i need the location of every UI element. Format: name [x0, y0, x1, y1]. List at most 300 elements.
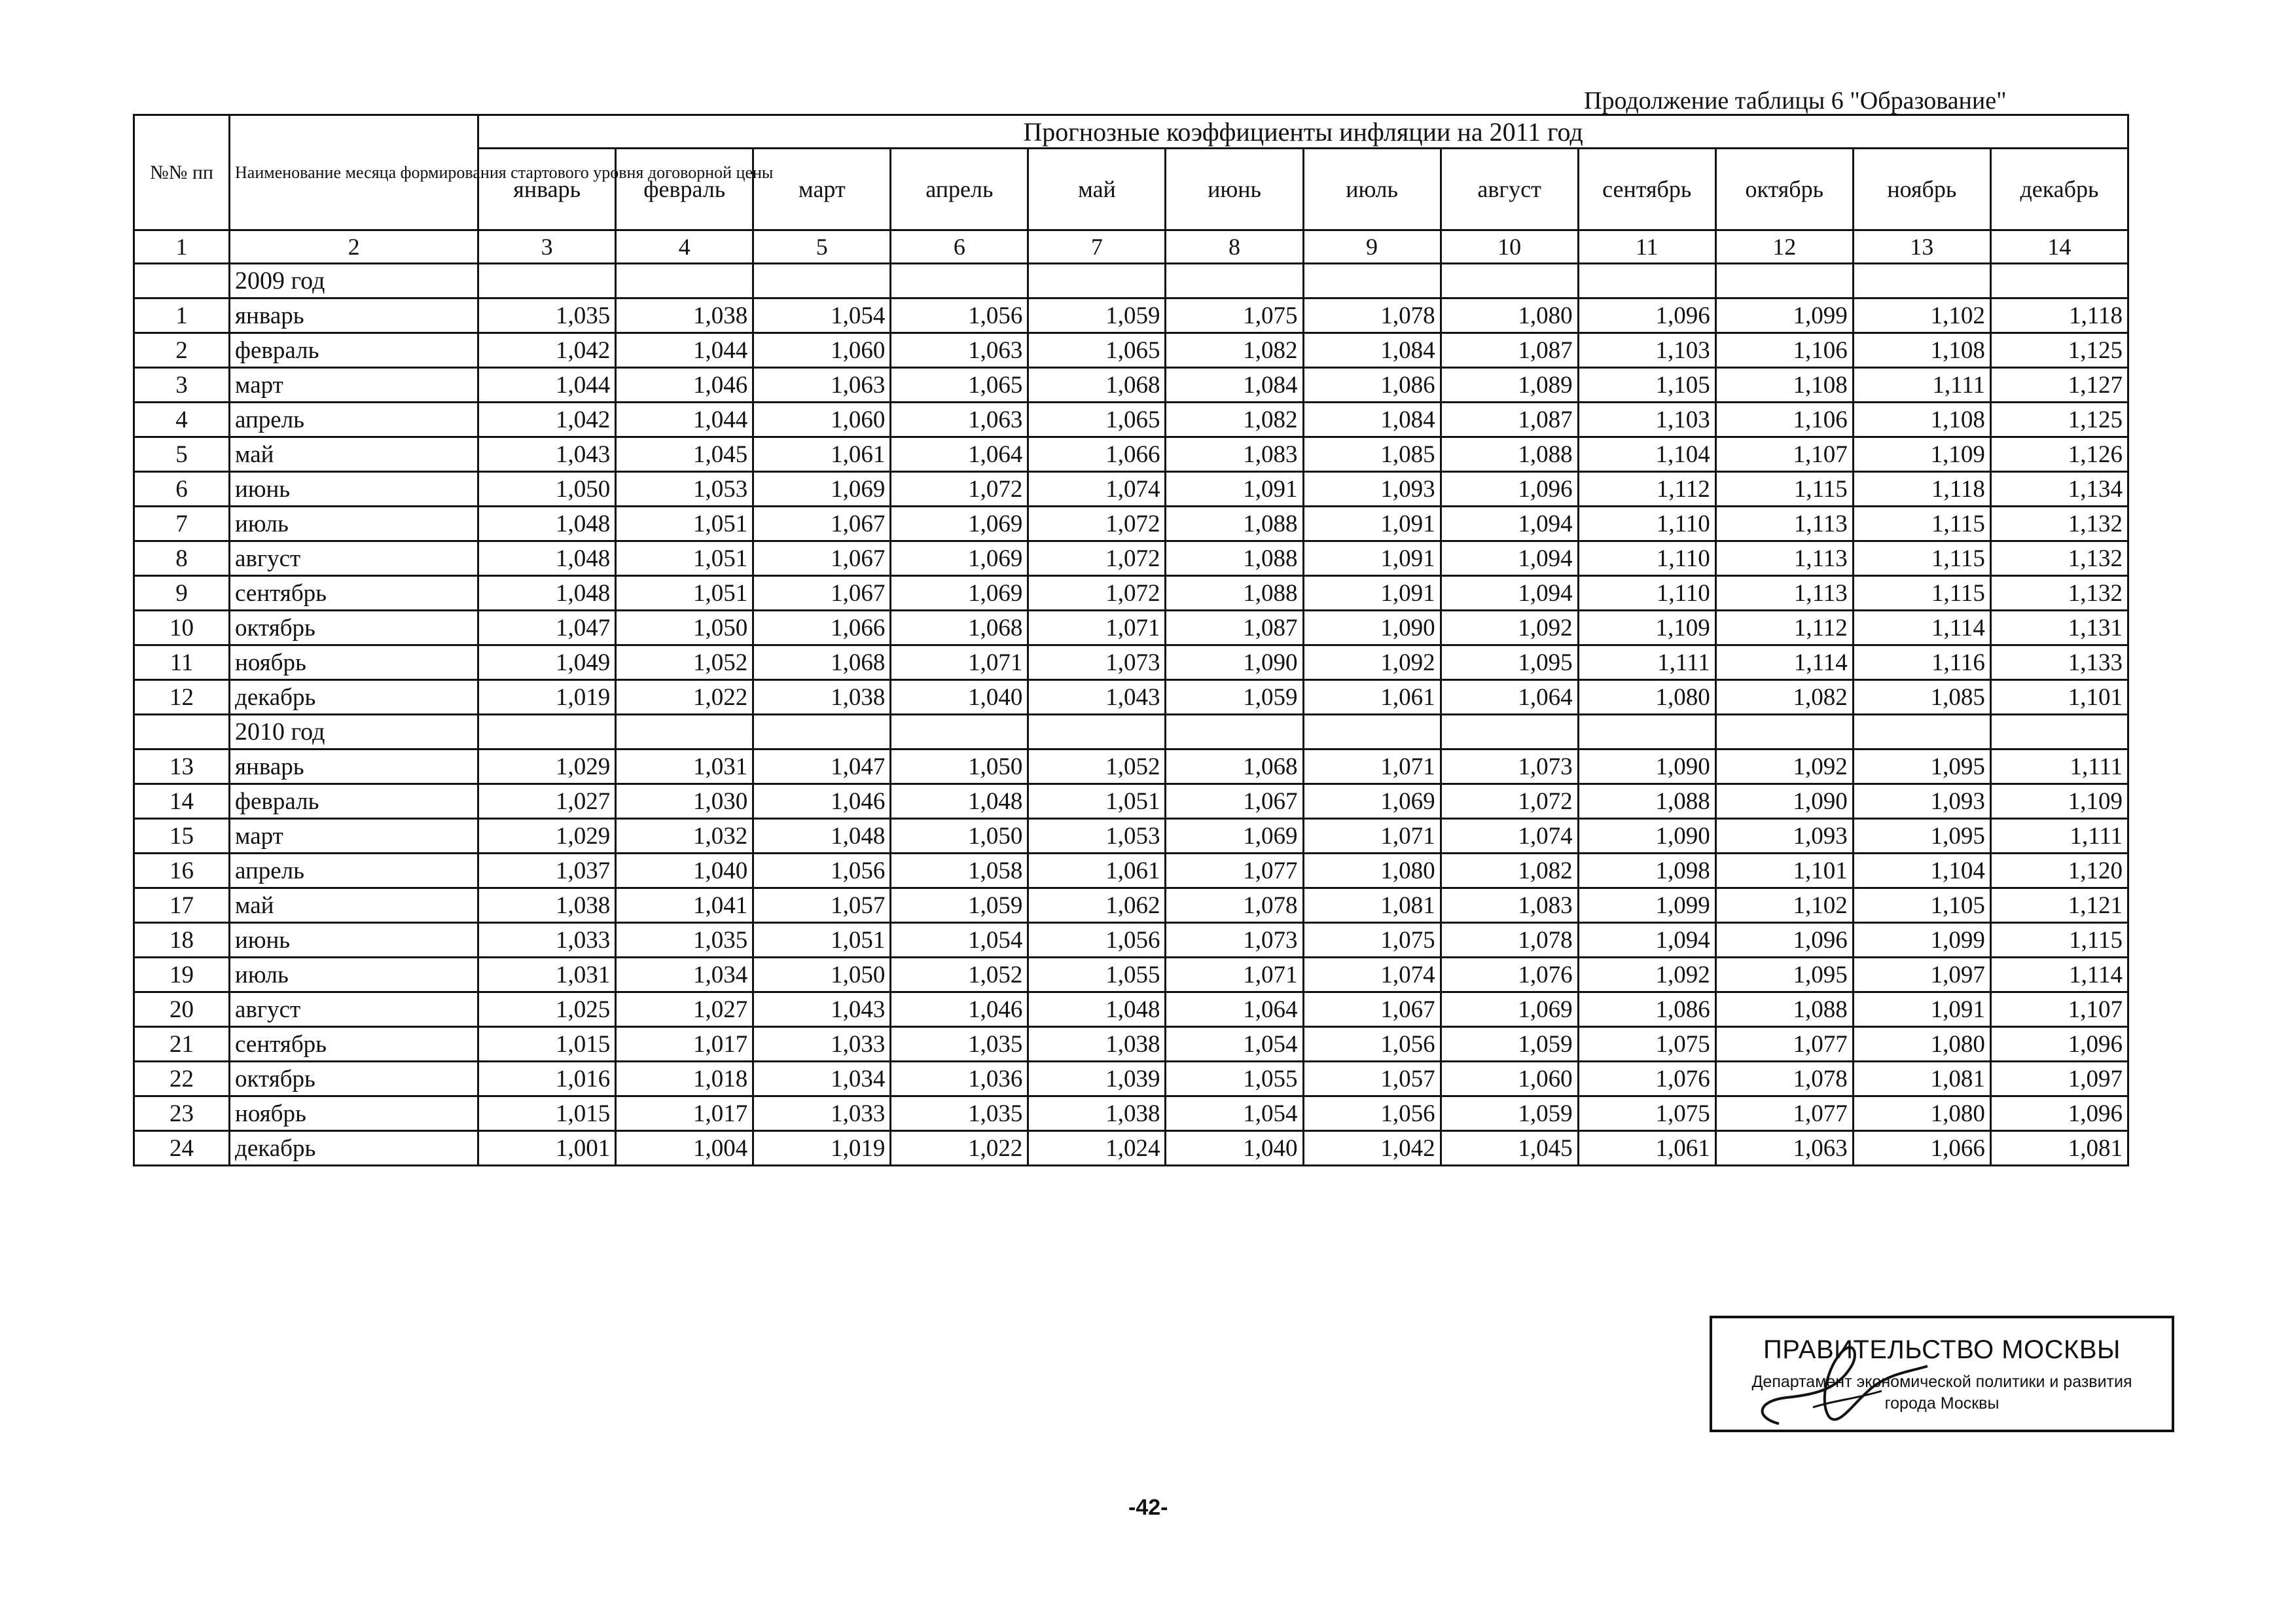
coefficient-cell: 1,019 [478, 680, 616, 715]
coefficient-cell: 1,069 [1441, 992, 1578, 1027]
coefficient-cell: 1,078 [1303, 298, 1441, 333]
coefficient-cell: 1,109 [1853, 437, 1990, 472]
coefficient-cell: 1,103 [1578, 333, 1715, 368]
table-row [134, 403, 2128, 437]
coefficient-cell: 1,091 [1303, 507, 1441, 541]
coefficient-cell: 1,071 [1303, 819, 1441, 854]
coefficient-cell: 1,044 [616, 403, 753, 437]
coefficient-cell: 1,078 [1166, 888, 1303, 923]
coefficient-cell: 1,099 [1715, 298, 1853, 333]
row-month: март [230, 819, 478, 854]
coefficient-cell: 1,004 [616, 1131, 753, 1166]
coefficient-cell: 1,075 [1578, 1096, 1715, 1131]
coefficient-cell: 1,067 [1303, 992, 1441, 1027]
coefficient-cell: 1,078 [1715, 1062, 1853, 1096]
coefficient-cell: 1,082 [1715, 680, 1853, 715]
table-row [134, 1131, 2128, 1166]
coefficient-cell: 1,052 [1028, 749, 1166, 784]
coefficient-cell: 1,127 [1990, 368, 2128, 403]
coefficient-cell: 1,105 [1578, 368, 1715, 403]
coefficient-cell: 1,103 [1578, 403, 1715, 437]
coefficient-cell: 1,078 [1441, 923, 1578, 958]
coefficient-cell: 1,072 [1028, 576, 1166, 611]
coefficient-cell: 1,029 [478, 819, 616, 854]
table-row [134, 923, 2128, 958]
coefficient-cell: 1,099 [1853, 923, 1990, 958]
coefficient-cell: 1,069 [1303, 784, 1441, 819]
coefficient-cell: 1,015 [478, 1096, 616, 1131]
empty-cell [1990, 715, 2128, 749]
coefficient-cell: 1,027 [616, 992, 753, 1027]
empty-cell [1853, 264, 1990, 298]
coefficient-cell: 1,044 [478, 368, 616, 403]
coefficient-cell: 1,114 [1990, 958, 2128, 992]
row-number: 3 [134, 368, 230, 403]
coefficient-cell: 1,048 [753, 819, 891, 854]
row-month: ноябрь [230, 645, 478, 680]
coefficient-cell: 1,061 [1303, 680, 1441, 715]
coefficient-cell: 1,069 [1166, 819, 1303, 854]
coefficient-cell: 1,046 [753, 784, 891, 819]
coefficient-cell: 1,074 [1028, 472, 1166, 507]
month-header-cell: август [1441, 149, 1578, 230]
row-month: июль [230, 507, 478, 541]
month-header-cell: июль [1303, 149, 1441, 230]
coefficient-cell: 1,048 [478, 507, 616, 541]
coefficient-cell: 1,024 [1028, 1131, 1166, 1166]
row-month: август [230, 992, 478, 1027]
coefficient-cell: 1,055 [1028, 958, 1166, 992]
table-body [134, 230, 2128, 1166]
coefficient-cell: 1,033 [753, 1096, 891, 1131]
month-header-cell: апрель [891, 149, 1028, 230]
coefficient-cell: 1,063 [891, 403, 1028, 437]
coefficient-cell: 1,038 [1028, 1027, 1166, 1062]
year-label: 2010 год [230, 715, 478, 749]
coefficient-cell: 1,034 [616, 958, 753, 992]
coefficient-cell: 1,115 [1715, 472, 1853, 507]
signature-icon [1741, 1326, 1937, 1440]
coefficient-cell: 1,073 [1441, 749, 1578, 784]
coefficient-cell: 1,072 [1028, 541, 1166, 576]
coefficient-cell: 1,099 [1578, 888, 1715, 923]
empty-cell [1715, 715, 1853, 749]
coefficient-cell: 1,084 [1303, 403, 1441, 437]
coefficient-cell: 1,112 [1715, 611, 1853, 645]
coefficient-cell: 1,065 [1028, 333, 1166, 368]
coefficient-cell: 1,048 [478, 576, 616, 611]
coefficient-cell: 1,050 [891, 819, 1028, 854]
coefficient-cell: 1,093 [1853, 784, 1990, 819]
coefficient-cell: 1,067 [753, 507, 891, 541]
coefficient-cell: 1,114 [1853, 611, 1990, 645]
column-number-cell: 10 [1441, 230, 1578, 264]
empty-cell [891, 715, 1028, 749]
coefficient-cell: 1,061 [753, 437, 891, 472]
coefficient-cell: 1,109 [1990, 784, 2128, 819]
coefficient-cell: 1,022 [891, 1131, 1028, 1166]
row-number: 21 [134, 1027, 230, 1062]
month-header-cell: декабрь [1990, 149, 2128, 230]
coefficient-cell: 1,105 [1853, 888, 1990, 923]
coefficient-cell: 1,104 [1853, 854, 1990, 888]
coefficient-cell: 1,043 [478, 437, 616, 472]
coefficient-cell: 1,085 [1853, 680, 1990, 715]
coefficient-cell: 1,132 [1990, 576, 2128, 611]
coefficient-cell: 1,090 [1715, 784, 1853, 819]
table-row [134, 1096, 2128, 1131]
coefficient-cell: 1,037 [478, 854, 616, 888]
coefficient-cell: 1,069 [753, 472, 891, 507]
empty-cell [1578, 715, 1715, 749]
empty-cell [1028, 264, 1166, 298]
year-row [134, 264, 2128, 298]
coefficient-cell: 1,088 [1441, 437, 1578, 472]
table-row [134, 784, 2128, 819]
coefficient-cell: 1,073 [1166, 923, 1303, 958]
coefficient-cell: 1,096 [1990, 1096, 2128, 1131]
coefficient-cell: 1,080 [1853, 1027, 1990, 1062]
coefficient-cell: 1,030 [616, 784, 753, 819]
coefficient-cell: 1,109 [1578, 611, 1715, 645]
coefficient-cell: 1,126 [1990, 437, 2128, 472]
column-number-cell: 2 [230, 230, 478, 264]
row-month: октябрь [230, 611, 478, 645]
coefficient-cell: 1,048 [1028, 992, 1166, 1027]
empty-cell [1853, 715, 1990, 749]
coefficient-cell: 1,111 [1853, 368, 1990, 403]
coefficient-cell: 1,046 [891, 992, 1028, 1027]
coefficient-cell: 1,052 [891, 958, 1028, 992]
coefficient-cell: 1,060 [753, 403, 891, 437]
coefficient-cell: 1,092 [1715, 749, 1853, 784]
row-number: 14 [134, 784, 230, 819]
column-number-cell: 5 [753, 230, 891, 264]
coefficient-cell: 1,101 [1990, 680, 2128, 715]
empty-cell [134, 264, 230, 298]
header-row-number: №№ пп [134, 115, 230, 230]
coefficient-cell: 1,087 [1441, 403, 1578, 437]
coefficient-cell: 1,093 [1715, 819, 1853, 854]
coefficient-cell: 1,060 [1441, 1062, 1578, 1096]
coefficient-cell: 1,087 [1441, 333, 1578, 368]
month-header-cell: ноябрь [1853, 149, 1990, 230]
coefficient-cell: 1,075 [1578, 1027, 1715, 1062]
coefficient-cell: 1,060 [753, 333, 891, 368]
table-row [134, 368, 2128, 403]
coefficient-cell: 1,050 [478, 472, 616, 507]
row-number: 7 [134, 507, 230, 541]
column-number-cell: 11 [1578, 230, 1715, 264]
coefficient-cell: 1,056 [1303, 1027, 1441, 1062]
coefficient-cell: 1,059 [1028, 298, 1166, 333]
coefficient-cell: 1,120 [1990, 854, 2128, 888]
coefficient-cell: 1,118 [1990, 298, 2128, 333]
coefficient-cell: 1,054 [1166, 1027, 1303, 1062]
month-header-cell: октябрь [1715, 149, 1853, 230]
row-month: октябрь [230, 1062, 478, 1096]
coefficient-cell: 1,038 [753, 680, 891, 715]
coefficient-cell: 1,113 [1715, 541, 1853, 576]
coefficient-cell: 1,082 [1166, 403, 1303, 437]
row-month: май [230, 888, 478, 923]
table-row [134, 958, 2128, 992]
coefficient-cell: 1,116 [1853, 645, 1990, 680]
coefficient-cell: 1,043 [753, 992, 891, 1027]
coefficient-cell: 1,069 [891, 541, 1028, 576]
coefficient-cell: 1,090 [1166, 645, 1303, 680]
coefficient-cell: 1,067 [753, 576, 891, 611]
coefficient-cell: 1,065 [891, 368, 1028, 403]
coefficient-cell: 1,040 [1166, 1131, 1303, 1166]
row-number: 18 [134, 923, 230, 958]
coefficient-cell: 1,075 [1166, 298, 1303, 333]
month-header-cell: март [753, 149, 891, 230]
table-row [134, 1027, 2128, 1062]
coefficient-cell: 1,059 [1441, 1027, 1578, 1062]
coefficient-cell: 1,071 [1166, 958, 1303, 992]
coefficient-cell: 1,041 [616, 888, 753, 923]
row-number: 12 [134, 680, 230, 715]
row-month: июль [230, 958, 478, 992]
coefficient-cell: 1,095 [1441, 645, 1578, 680]
coefficient-cell: 1,032 [616, 819, 753, 854]
continuation-title: Продолжение таблицы 6 "Образование" [1584, 87, 2007, 115]
coefficient-cell: 1,045 [1441, 1131, 1578, 1166]
coefficient-cell: 1,057 [753, 888, 891, 923]
coefficient-cell: 1,125 [1990, 403, 2128, 437]
coefficient-cell: 1,053 [616, 472, 753, 507]
coefficient-cell: 1,036 [891, 1062, 1028, 1096]
coefficient-cell: 1,051 [616, 541, 753, 576]
empty-cell [1441, 715, 1578, 749]
coefficient-cell: 1,102 [1853, 298, 1990, 333]
coefficient-cell: 1,091 [1166, 472, 1303, 507]
coefficient-cell: 1,087 [1166, 611, 1303, 645]
coefficient-cell: 1,077 [1715, 1027, 1853, 1062]
coefficient-cell: 1,115 [1853, 576, 1990, 611]
empty-cell [478, 264, 616, 298]
coefficient-cell: 1,038 [1028, 1096, 1166, 1131]
coefficient-cell: 1,067 [753, 541, 891, 576]
coefficient-cell: 1,064 [891, 437, 1028, 472]
empty-cell [1303, 715, 1441, 749]
coefficient-cell: 1,061 [1578, 1131, 1715, 1166]
coefficient-cell: 1,074 [1441, 819, 1578, 854]
coefficient-cell: 1,097 [1853, 958, 1990, 992]
year-label: 2009 год [230, 264, 478, 298]
row-number: 22 [134, 1062, 230, 1096]
coefficient-cell: 1,132 [1990, 507, 2128, 541]
coefficient-cell: 1,048 [891, 784, 1028, 819]
column-number-cell: 4 [616, 230, 753, 264]
coefficient-cell: 1,081 [1303, 888, 1441, 923]
page-number: -42- [1128, 1495, 1168, 1520]
coefficient-cell: 1,039 [1028, 1062, 1166, 1096]
coefficient-cell: 1,066 [1028, 437, 1166, 472]
coefficient-cell: 1,042 [478, 333, 616, 368]
coefficient-cell: 1,111 [1578, 645, 1715, 680]
coefficient-cell: 1,057 [1303, 1062, 1441, 1096]
year-row [134, 715, 2128, 749]
coefficient-cell: 1,047 [478, 611, 616, 645]
coefficient-cell: 1,080 [1578, 680, 1715, 715]
coefficient-cell: 1,017 [616, 1027, 753, 1062]
coefficient-cell: 1,047 [753, 749, 891, 784]
coefficient-cell: 1,059 [891, 888, 1028, 923]
column-number-cell: 8 [1166, 230, 1303, 264]
row-number: 16 [134, 854, 230, 888]
coefficient-cell: 1,038 [478, 888, 616, 923]
coefficient-cell: 1,062 [1028, 888, 1166, 923]
coefficient-cell: 1,017 [616, 1096, 753, 1131]
month-header-cell: январь [478, 149, 616, 230]
row-month: январь [230, 298, 478, 333]
row-number: 24 [134, 1131, 230, 1166]
coefficient-cell: 1,098 [1578, 854, 1715, 888]
row-month: апрель [230, 403, 478, 437]
coefficient-cell: 1,056 [1303, 1096, 1441, 1131]
table-row [134, 1062, 2128, 1096]
coefficient-cell: 1,035 [891, 1027, 1028, 1062]
coefficient-cell: 1,071 [891, 645, 1028, 680]
coefficient-cell: 1,118 [1853, 472, 1990, 507]
coefficient-cell: 1,016 [478, 1062, 616, 1096]
row-number: 9 [134, 576, 230, 611]
coefficient-cell: 1,084 [1303, 333, 1441, 368]
coefficient-cell: 1,102 [1715, 888, 1853, 923]
coefficient-cell: 1,081 [1990, 1131, 2128, 1166]
table-row [134, 992, 2128, 1027]
coefficient-cell: 1,082 [1166, 333, 1303, 368]
coefficient-cell: 1,072 [891, 472, 1028, 507]
coefficient-cell: 1,040 [891, 680, 1028, 715]
empty-cell [753, 264, 891, 298]
column-number-cell: 6 [891, 230, 1028, 264]
coefficient-cell: 1,069 [891, 576, 1028, 611]
row-month: июнь [230, 472, 478, 507]
coefficient-cell: 1,095 [1715, 958, 1853, 992]
month-header-cell: сентябрь [1578, 149, 1715, 230]
table-row [134, 819, 2128, 854]
coefficient-cell: 1,066 [753, 611, 891, 645]
coefficient-cell: 1,112 [1578, 472, 1715, 507]
coefficient-cell: 1,067 [1166, 784, 1303, 819]
coefficient-cell: 1,061 [1028, 854, 1166, 888]
coefficient-cell: 1,092 [1441, 611, 1578, 645]
coefficient-cell: 1,111 [1990, 819, 2128, 854]
coefficient-cell: 1,092 [1578, 958, 1715, 992]
coefficient-cell: 1,115 [1990, 923, 2128, 958]
table-row [134, 611, 2128, 645]
coefficient-cell: 1,042 [478, 403, 616, 437]
coefficient-cell: 1,133 [1990, 645, 2128, 680]
coefficient-cell: 1,091 [1853, 992, 1990, 1027]
coefficient-cell: 1,083 [1441, 888, 1578, 923]
empty-cell [1166, 715, 1303, 749]
row-month: апрель [230, 854, 478, 888]
coefficient-cell: 1,050 [753, 958, 891, 992]
coefficient-cell: 1,031 [478, 958, 616, 992]
coefficient-cell: 1,086 [1303, 368, 1441, 403]
coefficient-cell: 1,051 [1028, 784, 1166, 819]
row-number: 17 [134, 888, 230, 923]
coefficient-cell: 1,027 [478, 784, 616, 819]
coefficient-cell: 1,090 [1578, 749, 1715, 784]
coefficient-cell: 1,056 [1028, 923, 1166, 958]
coefficient-cell: 1,110 [1578, 507, 1715, 541]
coefficient-cell: 1,042 [1303, 1131, 1441, 1166]
coefficient-cell: 1,088 [1166, 541, 1303, 576]
coefficient-cell: 1,059 [1441, 1096, 1578, 1131]
coefficient-cell: 1,096 [1990, 1027, 2128, 1062]
row-month: май [230, 437, 478, 472]
column-numbers-row [134, 230, 2128, 264]
coefficient-cell: 1,063 [753, 368, 891, 403]
column-number-cell: 1 [134, 230, 230, 264]
coefficient-cell: 1,086 [1578, 992, 1715, 1027]
coefficient-cell: 1,076 [1441, 958, 1578, 992]
column-number-cell: 7 [1028, 230, 1166, 264]
coefficient-cell: 1,097 [1990, 1062, 2128, 1096]
coefficient-cell: 1,029 [478, 749, 616, 784]
coefficient-cell: 1,091 [1303, 576, 1441, 611]
table-row [134, 749, 2128, 784]
row-month: февраль [230, 784, 478, 819]
coefficient-cell: 1,111 [1990, 749, 2128, 784]
month-header-cell: февраль [616, 149, 753, 230]
empty-cell [1166, 264, 1303, 298]
coefficient-cell: 1,113 [1715, 507, 1853, 541]
empty-cell [1028, 715, 1166, 749]
row-number: 23 [134, 1096, 230, 1131]
coefficient-cell: 1,080 [1853, 1096, 1990, 1131]
coefficient-cell: 1,082 [1441, 854, 1578, 888]
table-row [134, 576, 2128, 611]
coefficient-cell: 1,107 [1990, 992, 2128, 1027]
row-number: 2 [134, 333, 230, 368]
coefficient-cell: 1,134 [1990, 472, 2128, 507]
row-number: 5 [134, 437, 230, 472]
coefficient-cell: 1,094 [1441, 507, 1578, 541]
row-month: декабрь [230, 680, 478, 715]
coefficient-cell: 1,088 [1166, 576, 1303, 611]
row-month: март [230, 368, 478, 403]
coefficient-cell: 1,064 [1441, 680, 1578, 715]
row-month: ноябрь [230, 1096, 478, 1131]
coefficient-cell: 1,095 [1853, 749, 1990, 784]
coefficient-cell: 1,054 [753, 298, 891, 333]
table-row [134, 888, 2128, 923]
coefficient-cell: 1,071 [1303, 749, 1441, 784]
row-number: 4 [134, 403, 230, 437]
table-row [134, 541, 2128, 576]
coefficient-cell: 1,088 [1715, 992, 1853, 1027]
row-number: 1 [134, 298, 230, 333]
coefficient-cell: 1,080 [1303, 854, 1441, 888]
table-row [134, 298, 2128, 333]
coefficient-cell: 1,081 [1853, 1062, 1990, 1096]
coefficient-cell: 1,073 [1028, 645, 1166, 680]
coefficient-cell: 1,106 [1715, 403, 1853, 437]
coefficient-cell: 1,104 [1578, 437, 1715, 472]
row-month: сентябрь [230, 1027, 478, 1062]
coefficient-cell: 1,068 [891, 611, 1028, 645]
row-month: январь [230, 749, 478, 784]
coefficient-cell: 1,132 [1990, 541, 2128, 576]
coefficient-cell: 1,115 [1853, 507, 1990, 541]
coefficient-cell: 1,093 [1303, 472, 1441, 507]
